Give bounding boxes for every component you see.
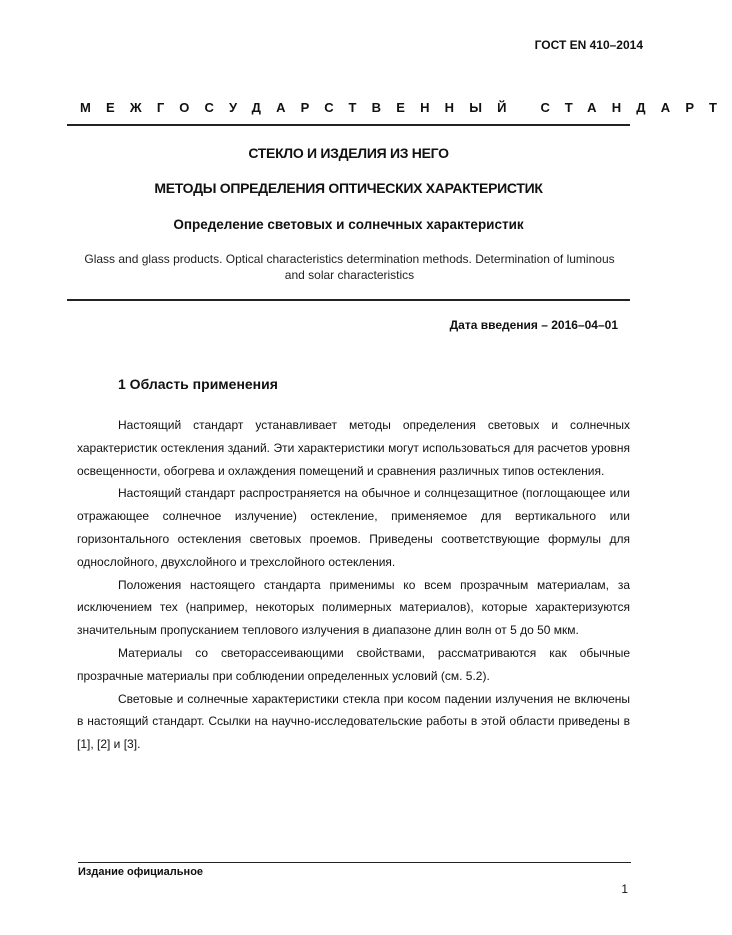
english-title: Glass and glass products. Optical characteristics determination methods. Determination of luminous and solar characteristics (84, 252, 615, 282)
section-title: 1 Область применения (118, 376, 278, 392)
edition-label: Издание официальное (78, 866, 204, 878)
paragraph: Настоящий стандарт распространяется на обычное и солнцезащитное (поглощающее или отражающее солнечное излучение) остекление, применяемое для вертикального или горизонтального остекления световых проемов. Приведены соответствующие формулы для однослойного, двухслойного и трехслойного остекления. (77, 486, 630, 569)
effective-date: Дата введения – 2016–04–01 (449, 318, 618, 332)
interstate-standard-label: МЕЖГОСУДАРСТВЕННЫЙ СТАНДАРТ (80, 100, 732, 115)
paragraph: Положения настоящего стандарта применимы ко всем прозрачным материалам, за исключением тех (например, некоторых полимерных материалов), которые характеризуются значительным пропусканием теплового излучения в диапазоне длин волн от 5 до 50 мкм. (77, 577, 630, 638)
paragraph: Настоящий стандарт устанавливает методы определения световых и солнечных характеристик остекления зданий. Эти характеристики могут использоваться для расчетов уровня освещенности, обогрева и охлаждения помещений и сравнения различных типов остекления. (77, 418, 630, 478)
title-line-1: СТЕКЛО И ИЗДЕЛИЯ ИЗ НЕГО (248, 145, 449, 161)
page-number: 1 (621, 882, 628, 896)
bottom-rule (67, 299, 630, 301)
title-line-2: МЕТОДЫ ОПРЕДЕЛЕНИЯ ОПТИЧЕСКИХ ХАРАКТЕРИСТИК (154, 180, 543, 196)
paragraph: Материалы со светорассеивающими свойствами, рассматриваются как обычные прозрачные материалы при соблюдении определенных условий (см. 5.2). (77, 645, 630, 683)
footer-rule (78, 862, 631, 863)
standard-code: ГОСТ EN 410–2014 (534, 38, 643, 52)
paragraph: Световые и солнечные характеристики стекла при косом падении излучения не включены в настоящий стандарт. Ссылки на научно-исследовательские работы в этой области приведены в [1], [2] и [3]. (77, 691, 630, 752)
subtitle: Определение световых и солнечных характеристик (173, 217, 524, 232)
section-body (77, 414, 630, 756)
top-rule (67, 124, 630, 126)
